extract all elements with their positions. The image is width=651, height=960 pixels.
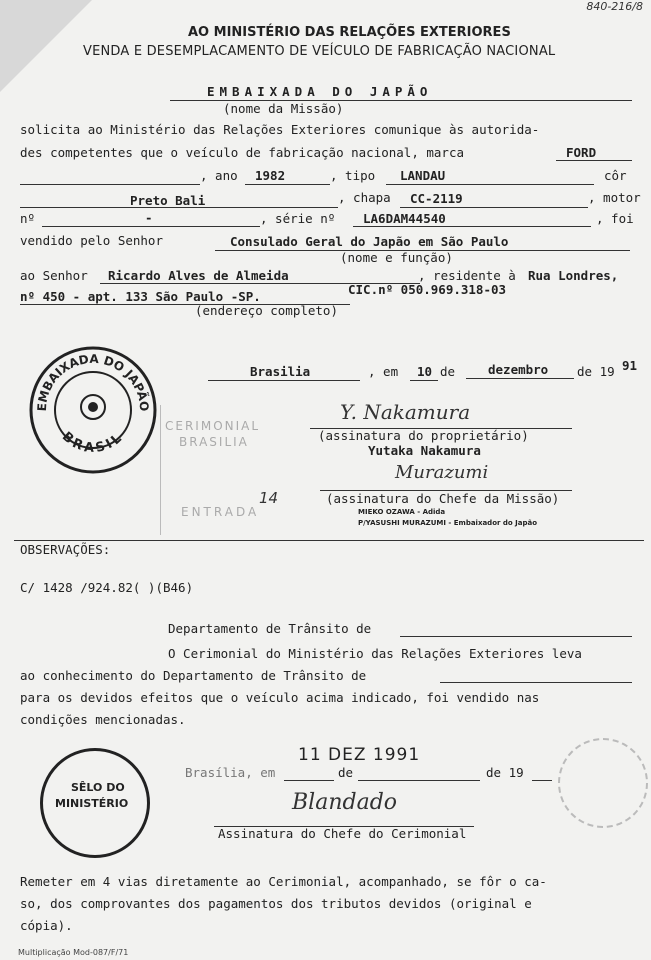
tipo-label: , tipo	[330, 168, 376, 183]
date-em-label: , em	[368, 364, 399, 379]
nome-funcao-caption: (nome e função)	[340, 250, 453, 265]
vehicle-tipo: LANDAU	[400, 168, 446, 183]
serie-label: , série nº	[260, 211, 336, 226]
ano-label: , ano	[200, 168, 238, 183]
seal-top-text: EMBAIXADA DO JAPÃO	[34, 351, 152, 412]
owner-signature: Y. Nakamura	[340, 400, 471, 424]
buyer-cic: CIC.nº 050.969.318-03	[348, 282, 507, 297]
ao-senhor-label: ao Senhor	[20, 268, 88, 283]
date-day: 10	[417, 364, 433, 379]
faded-round-stamp	[558, 738, 648, 828]
transito-dept-label: Departamento de Trânsito de	[168, 621, 372, 636]
transito-para-2: ao conhecimento do Departamento de Trânsito de	[20, 668, 367, 683]
transito-dept-line	[400, 636, 632, 637]
document-subtitle: VENDA E DESEMPLACAMENTO DE VEÍCULO DE FABRICAÇÃO NACIONAL	[83, 44, 556, 59]
date-day-line	[410, 380, 438, 381]
foi-label: , foi	[596, 211, 634, 226]
faded-stamp-line-3: ENTRADA	[181, 505, 260, 519]
ministry-seal-line-2: MINISTÉRIO	[55, 797, 129, 810]
chief-mission-signature: Murazumi	[395, 462, 489, 483]
motor-label: , motor	[588, 190, 641, 205]
date-month-line	[466, 378, 574, 379]
ministry-month-line	[358, 780, 480, 781]
ministry-year-label: de 19	[486, 765, 524, 780]
date-de-2: de 19	[577, 364, 615, 379]
address-street: Rua Londres,	[528, 268, 619, 283]
residente-label: , residente à	[418, 268, 516, 283]
faded-receipt-stamp	[160, 405, 316, 535]
ceremonial-chief-signature: Blandado	[292, 790, 398, 815]
vehicle-marca: FORD	[566, 145, 597, 160]
faded-stamp-line-1: CERIMONIAL	[165, 419, 261, 433]
date-month: dezembro	[488, 362, 549, 377]
cor-line	[20, 207, 338, 208]
body-line-2: des competentes que o veículo de fabricação nacional, marca	[20, 145, 465, 160]
vehicle-motor-no: -	[145, 210, 153, 225]
date-de-1: de	[440, 364, 456, 379]
ministry-year-line	[532, 780, 552, 781]
owner-caption: (assinatura do proprietário)	[318, 428, 529, 443]
ministry-seal	[40, 748, 150, 858]
date-year-suffix: 91	[622, 358, 638, 373]
ministry-city: Brasília, em	[185, 765, 276, 780]
chief-mission-caption: (assinatura do Chefe da Missão)	[326, 491, 560, 506]
vehicle-cor: Preto Bali	[130, 193, 206, 208]
section-divider	[14, 540, 644, 541]
ministry-day-line	[284, 780, 334, 781]
svg-text:BRASIL	[59, 429, 127, 456]
vehicle-ano: 1982	[255, 168, 286, 183]
transito-para-4: condições mencionadas.	[20, 712, 186, 727]
stamp-initial: 14	[259, 489, 279, 507]
tipo-line	[386, 184, 594, 185]
mission-caption: (nome da Missão)	[223, 101, 344, 116]
vehicle-serie: LA6DAM44540	[363, 211, 446, 226]
attache-line: MIEKO OZAWA - Adida	[358, 508, 446, 516]
owner-name: Yutaka Nakamura	[368, 443, 481, 458]
address-line: nº 450 - apt. 133 São Paulo -SP.	[20, 289, 261, 304]
transito-para-1: O Cerimonial do Ministério das Relações Exteriores leva	[168, 646, 582, 661]
serie-line	[353, 226, 591, 227]
document-title: AO MINISTÉRIO DAS RELAÇÕES EXTERIORES	[188, 25, 511, 40]
folded-corner	[0, 0, 92, 92]
file-reference: 840-216/8	[586, 0, 643, 13]
transito-para-2-line	[440, 682, 632, 683]
observacoes-label: OBSERVAÇÕES:	[20, 542, 111, 557]
ceremonial-chief-caption: Assinatura do Chefe do Cerimonial	[218, 826, 467, 841]
marca-line	[556, 160, 632, 161]
no-label: nº	[20, 211, 36, 226]
remeter-line-2: so, dos comprovantes dos pagamentos dos tributos devidos (original e	[20, 896, 532, 911]
embassy-seal	[28, 345, 158, 475]
ministry-date-stamp: 11 DEZ 1991	[298, 745, 421, 765]
faded-stamp-line-2: BRASILIA	[179, 435, 249, 449]
form-code: Multiplicação Mod-087/F/71	[18, 948, 129, 957]
vendido-label: vendido pelo Senhor	[20, 233, 163, 248]
cor-label: côr	[604, 168, 627, 183]
endereco-caption: (endereço completo)	[195, 303, 338, 318]
vehicle-chapa: CC-2119	[410, 191, 463, 206]
chapa-label: , chapa	[338, 190, 391, 205]
transito-para-3: para os devidos efeitos que o veículo acima indicado, foi vendido nas	[20, 690, 540, 705]
ano-line	[245, 184, 330, 185]
ministry-seal-line-1: SÊLO DO	[71, 781, 125, 794]
date-city: Brasilia	[250, 364, 311, 379]
chapa-line	[400, 207, 588, 208]
date-city-line	[208, 380, 360, 381]
remeter-line-3: cópia).	[20, 918, 73, 933]
seller-name: Consulado Geral do Japão em São Paulo	[230, 234, 509, 249]
motor-no-line	[42, 226, 260, 227]
observacoes-code: C/ 1428 /924.82( )(B46)	[20, 580, 194, 595]
body-line-1: solicita ao Ministério das Relações Exteriores comunique às autorida-	[20, 122, 540, 137]
line-3-blank	[20, 184, 200, 185]
seal-bottom-text: BRASIL	[59, 429, 127, 457]
mission-name: EMBAIXADA DO JAPÃO	[207, 84, 433, 99]
ministry-de-label: de	[338, 765, 354, 780]
ambassador-line: P/YASUSHI MURAZUMI - Embaixador do Japão	[358, 519, 538, 527]
buyer-name: Ricardo Alves de Almeida	[108, 268, 289, 283]
remeter-line-1: Remeter em 4 vias diretamente ao Cerimonial, acompanhado, se fôr o ca-	[20, 874, 547, 889]
